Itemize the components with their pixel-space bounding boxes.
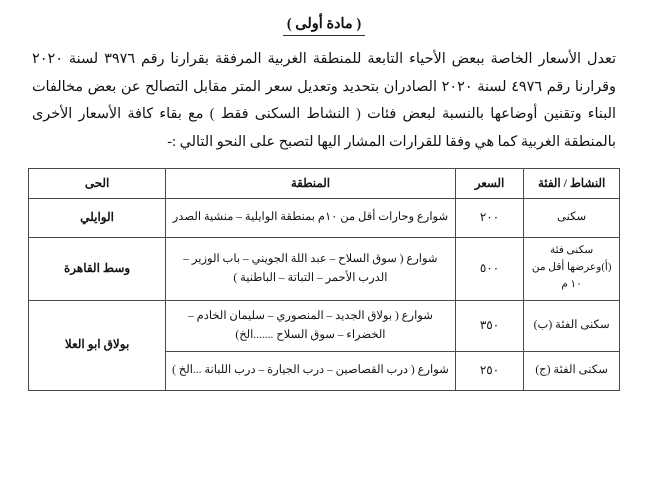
table-row <box>29 198 620 237</box>
heading-row <box>28 16 620 36</box>
cell-price: ٢٠٠ <box>455 198 524 237</box>
column-header-activity: النشاط / الفئة <box>524 168 620 198</box>
cell-price: ٢٥٠ <box>455 351 524 390</box>
table-row <box>29 237 620 300</box>
price-table <box>28 168 620 391</box>
cell-price: ٣٥٠ <box>455 300 524 351</box>
cell-zone: شوارع وحارات أقل من ١٠م بمنطقة الوايلية – منشية الصدر <box>166 198 456 237</box>
cell-zone: شوارع ( درب القصاصين – درب الجيارة – درب اللبانة ...الخ ) <box>166 351 456 390</box>
cell-district: الوايلي <box>29 198 166 237</box>
body-paragraph <box>28 46 620 157</box>
cell-activity: سكنى <box>524 198 620 237</box>
body-paragraph-text: تعدل الأسعار الخاصة ببعض الأحياء التابعة للمنطقة الغربية المرفقة بقرارنا رقم ٣٩٧٦ لسنة ٢٠٢٠ وقرارنا رقم ٤٩٧٦ لسنة ٢٠٢٠ الصادران بتحديد وتعديل سعر المتر مقابل التصالح عن بعض مخالفات البناء وتقنين أوضاعها بالنسبة لبعض فئات ( النشاط السكنى فقط ) مع بقاء كافة الأسعار الأخرى بالمنطقة الغربية كما هي وفقا للقرارات المشار اليها لتصبح على النحو التالي :- <box>32 51 616 150</box>
column-header-district: الحى <box>29 168 166 198</box>
table-header-row <box>29 168 620 198</box>
cell-activity: سكنى فئة (أ)وعرضها أقل من ١٠ م <box>524 237 620 300</box>
page-title: ( مادة أولى ) <box>283 16 365 36</box>
cell-zone: شوارع ( سوق السلاح – عبد اللة الجويني – باب الوزير – الدرب الأحمر – التباتة – الباطنية ) <box>166 237 456 300</box>
cell-price: ٥٠٠ <box>455 237 524 300</box>
table-header <box>29 168 620 198</box>
cell-district: وسط القاهرة <box>29 237 166 300</box>
table-row <box>29 300 620 351</box>
cell-zone: شوارع ( بولاق الجديد – المنصوري – سليمان الخادم – الخضراء – سوق السلاح .......الخ) <box>166 300 456 351</box>
column-header-zone: المنطقة <box>166 168 456 198</box>
cell-activity: سكنى الفئة (ج) <box>524 351 620 390</box>
table-body <box>29 198 620 390</box>
cell-district: بولاق ابو العلا <box>29 300 166 390</box>
column-header-price: السعر <box>455 168 524 198</box>
cell-activity: سكنى الفئة (ب) <box>524 300 620 351</box>
